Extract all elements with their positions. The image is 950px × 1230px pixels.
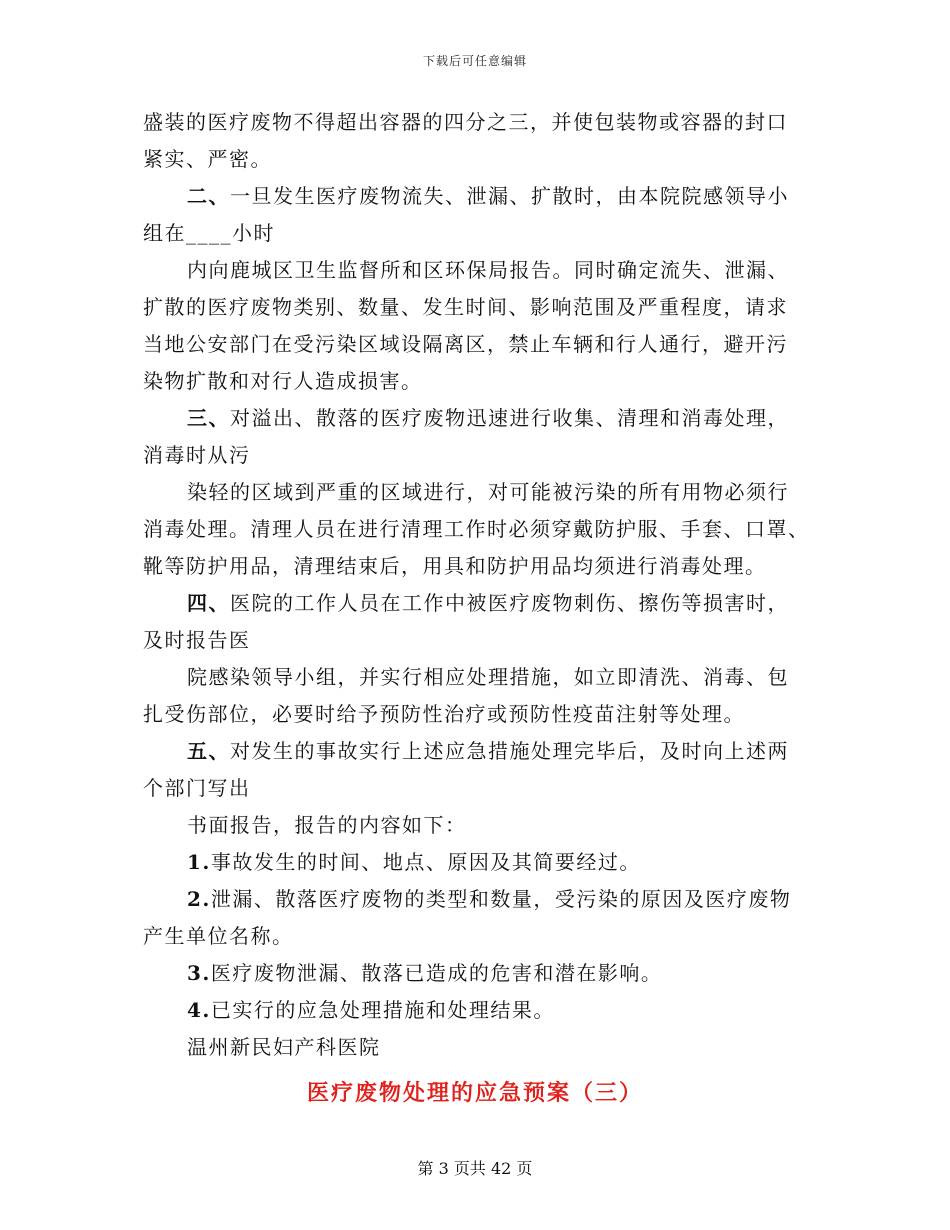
text-line: 消毒处理。清理人员在进行清理工作时必须穿戴防护服、手套、口罩、 — [143, 517, 810, 541]
list-item-4 — [143, 992, 815, 1029]
text-line: 染物扩散和对行人造成损害。 — [143, 369, 423, 393]
paragraph-text: 医院的工作人员在工作中被医疗废物刺伤、擦伤等损害时， — [230, 591, 789, 615]
hospital-name: 温州新民妇产科医院 — [187, 1035, 381, 1059]
paragraph-number: 二、 — [187, 184, 230, 208]
text-line: 紧实、严密。 — [143, 147, 272, 171]
paragraph-number: 三、 — [187, 406, 230, 430]
text-line: 书面报告，报告的内容如下： — [187, 813, 467, 837]
text-line: 当地公安部门在受污染区域设隔离区，禁止车辆和行人通行，避开污 — [143, 332, 788, 356]
text-line: 消毒时从污 — [143, 443, 251, 467]
list-item-1 — [143, 844, 815, 881]
text-line: 内向鹿城区卫生监督所和区环保局报告。同时确定流失、泄漏、 — [187, 258, 789, 282]
section-title: 医疗废物处理的应急预案（三） — [306, 1080, 643, 1106]
list-number: 4. — [187, 998, 211, 1022]
list-item-3 — [143, 955, 815, 992]
paragraph-2 — [143, 178, 815, 215]
list-item-2 — [143, 881, 815, 918]
paragraph-text: 组在____ — [143, 221, 232, 245]
text-line: 产生单位名称。 — [143, 924, 294, 948]
paragraph-text: 一旦发生医疗废物流失、泄漏、扩散时，由本院院感领导小 — [230, 184, 789, 208]
list-text: 泄漏、散落医疗废物的类型和数量，受污染的原因及医疗废物 — [210, 887, 792, 911]
text-line: 靴等防护用品，清理结束后，用具和防护用品均须进行消毒处理。 — [143, 554, 767, 578]
document-body — [143, 104, 815, 1066]
paragraph-5 — [143, 733, 815, 770]
list-number: 2. — [187, 887, 211, 911]
text-line — [143, 215, 815, 252]
paragraph-text: 小时 — [232, 221, 275, 245]
paragraph-text: 对发生的事故实行上述应急措施处理完毕后，及时向上述两 — [230, 739, 789, 763]
paragraph-4 — [143, 585, 815, 622]
list-number: 1. — [187, 850, 211, 874]
page-footer: 第 3 页共 42 页 — [417, 1159, 533, 1178]
list-text: 医疗废物泄漏、散落已造成的危害和潜在影响。 — [210, 961, 663, 985]
paragraph-number: 五、 — [187, 739, 230, 763]
paragraph-text: 对溢出、散落的医疗废物迅速进行收集、清理和消毒处理， — [230, 406, 789, 430]
text-line: 院感染领导小组，并实行相应处理措施，如立即清洗、消毒、包 — [187, 665, 789, 689]
text-line: 盛装的医疗废物不得超出容器的四分之三，并使包装物或容器的封口 — [143, 110, 788, 134]
paragraph-3 — [143, 400, 815, 437]
text-line: 染轻的区域到严重的区域进行，对可能被污染的所有用物必须行 — [187, 480, 789, 504]
list-number: 3. — [187, 961, 211, 985]
paragraph-number: 四、 — [187, 591, 230, 615]
text-line: 扩散的医疗废物类别、数量、发生时间、影响范围及严重程度，请求 — [143, 295, 788, 319]
page-header: 下载后可任意编辑 — [422, 54, 527, 68]
list-text: 事故发生的时间、地点、原因及其简要经过。 — [210, 850, 641, 874]
text-line: 扎受伤部位，必要时给予预防性治疗或预防性疫苗注射等处理。 — [143, 702, 745, 726]
text-line: 个部门写出 — [143, 776, 251, 800]
text-line: 及时报告医 — [143, 628, 251, 652]
list-text: 已实行的应急处理措施和处理结果。 — [210, 998, 555, 1022]
